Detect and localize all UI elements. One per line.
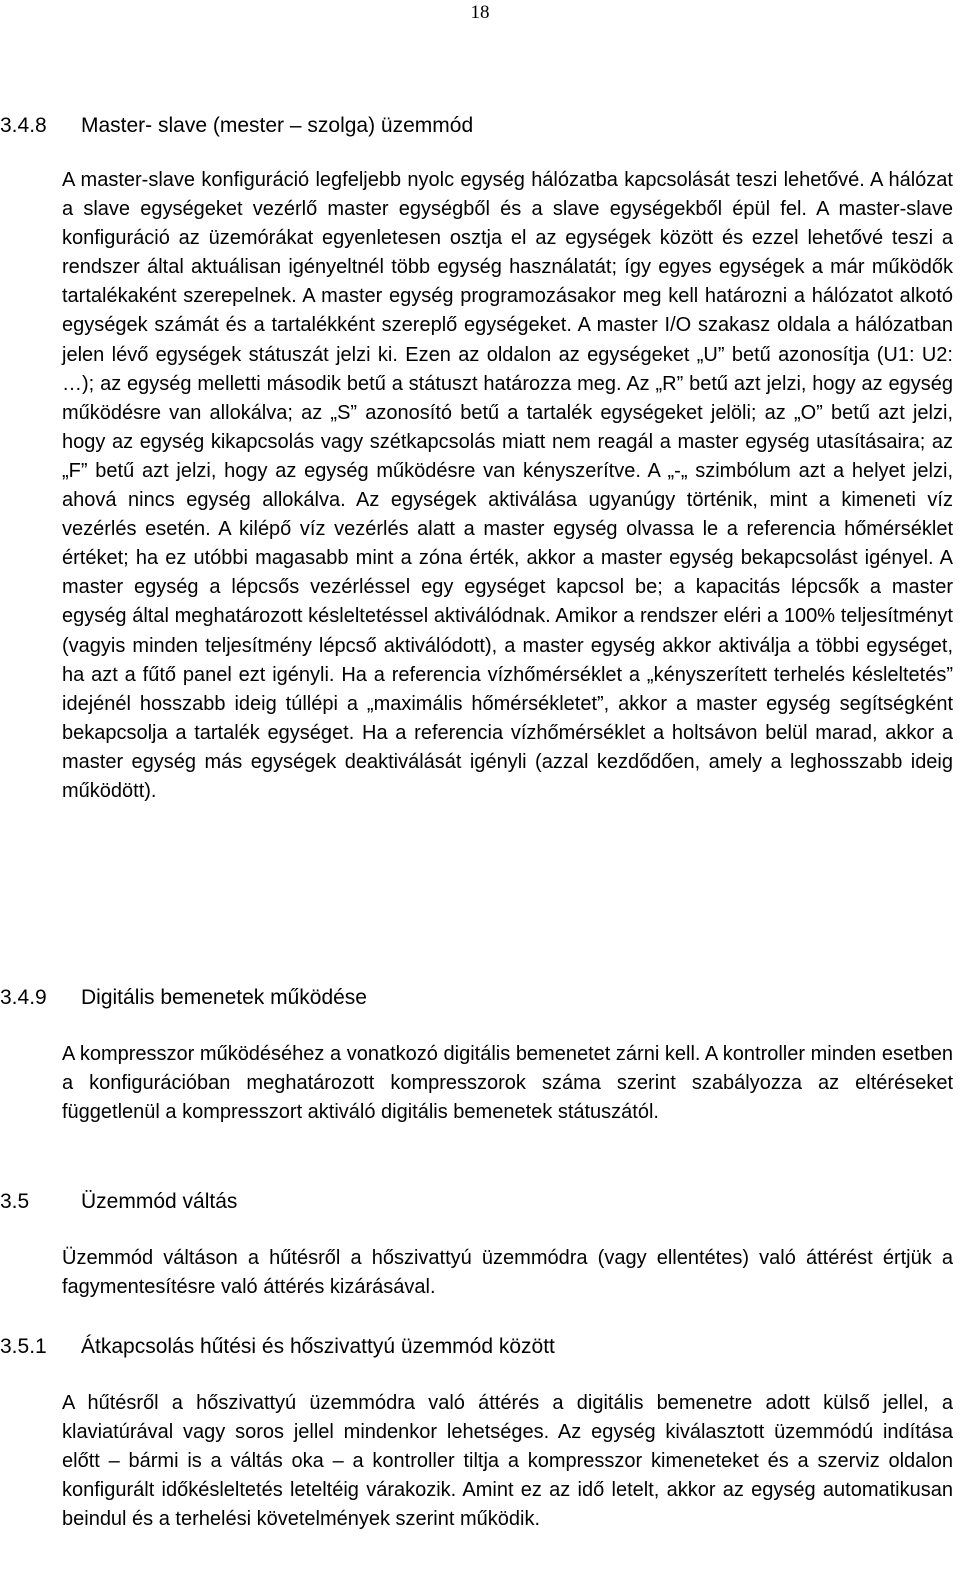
section-number: 3.5.1 bbox=[0, 1335, 47, 1358]
section-heading-3-5-1 bbox=[0, 1332, 555, 1361]
section-title: Master- slave (mester – szolga) üzemmód bbox=[81, 114, 474, 137]
section-title: Átkapcsolás hűtési és hőszivattyú üzemmód között bbox=[81, 1335, 555, 1358]
section-title: Digitális bemenetek működése bbox=[81, 986, 367, 1009]
section-number: 3.5 bbox=[0, 1190, 30, 1213]
section-heading-3-4-9 bbox=[0, 983, 367, 1012]
section-title: Üzemmód váltás bbox=[81, 1190, 238, 1213]
section-paragraph-3-5-1: A hűtésről a hőszivattyú üzemmódra való áttérés a digitális bemenetre adott külső jellel, a klaviatúrával vagy soros jellel mindenkor lehetséges. Az egység kiválasztott üzemmódú indítása előtt – bármi is a váltás oka – a kontroller tiltja a kompresszor kimeneteket és a szerviz oldalon konfigurált időkésleltetés leteltéig várakozik. Amint ez az idő letelt, akkor az egység automatikusan beindul és a terhelési követelmények szerint működik. bbox=[62, 1392, 953, 1531]
section-number: 3.4.9 bbox=[0, 986, 47, 1009]
section-paragraph-3-5: Üzemmód váltáson a hűtésről a hőszivattyú üzemmódra (vagy ellentétes) való áttérést értjük a fagymentesítésre való áttérés kizárásával. bbox=[62, 1247, 953, 1299]
section-paragraph-3-4-8: A master-slave konfiguráció legfeljebb nyolc egység hálózatba kapcsolását teszi lehetővé. A hálózat a slave egységeket vezérlő master egységből és a slave egységekből épül fel. A master-slave konfiguráció az üzemórákat egyenletesen osztja el az egységek között és ezzel lehetővé teszi a rendszer által aktuálisan igényeltnél több egység használatát; így egyes egységek a már működők tartalékaként szerepelnek. A master egység programozásakor meg kell határozni a hálózatot alkotó egységek számát és a tartalékként szereplő egységeket. A master I/O szakasz oldala a hálózatban jelen lévő egységek státuszát jelzi ki. Ezen az oldalon az egységeket „U” betű azonosítja (U1: U2: …); az egység melletti második betű a státuszt határozza meg. Az „R” betű azt jelzi, hogy az egység működésre van allokálva; az „S” azonosító betű a tartalék egységeket jelöli; az „O” betű azt jelzi, hogy az egység kikapcsolás vagy szétkapcsolás miatt nem reagál a master egység utasításaira; az „F” betű azt jelzi, hogy az egység működésre van kényszerítve. A „-„ szimbólum azt a helyet jelzi, ahová nincs egység allokálva. Az egységek aktiválása ugyanúgy történik, mint a kimeneti víz vezérlés esetén. A kilépő víz vezérlés alatt a master egység olvassa le a referencia hőmérséklet értéket; ha ez utóbbi magasabb mint a zóna érték, akkor a master egység bekapcsolást igényel. A master egység a lépcsős vezérléssel egy egységet kapcsol be; a kapacitás lépcsők a master egység által meghatározott késleltetéssel aktiválódnak. Amikor a rendszer eléri a 100% teljesítményt (vagyis minden teljesítmény lépcső aktiválódott), a master egység akkor aktiválja a többi egységet, ha azt a fűtő panel ezt igényli. Ha a referencia vízhőmérséklet a „kényszerített terhelés késleltetés” idejénél hosszabb ideig túllépi a „maximális hőmérsékletet”, akkor a master egység segítségként bekapcsolja a tartalék egységet. Ha a referencia vízhőmérséklet a holtsávon belül marad, akkor a master egység más egységek deaktiválását igényli (azzal kezdődően, amely a leghosszabb ideig működött). bbox=[62, 169, 953, 802]
section-paragraph-3-4-9: A kompresszor működéséhez a vonatkozó digitális bemenetet zárni kell. A kontroller minden esetben a konfigurációban meghatározott kompresszorok száma szerint szabályozza az eltéréseket függetlenül a kompresszort aktiváló digitális bemenetek státuszától. bbox=[62, 1043, 953, 1124]
page-number: 18 bbox=[470, 2, 490, 23]
section-heading-3-4-8 bbox=[0, 111, 473, 140]
section-heading-3-5 bbox=[0, 1187, 237, 1216]
section-number: 3.4.8 bbox=[0, 114, 47, 137]
